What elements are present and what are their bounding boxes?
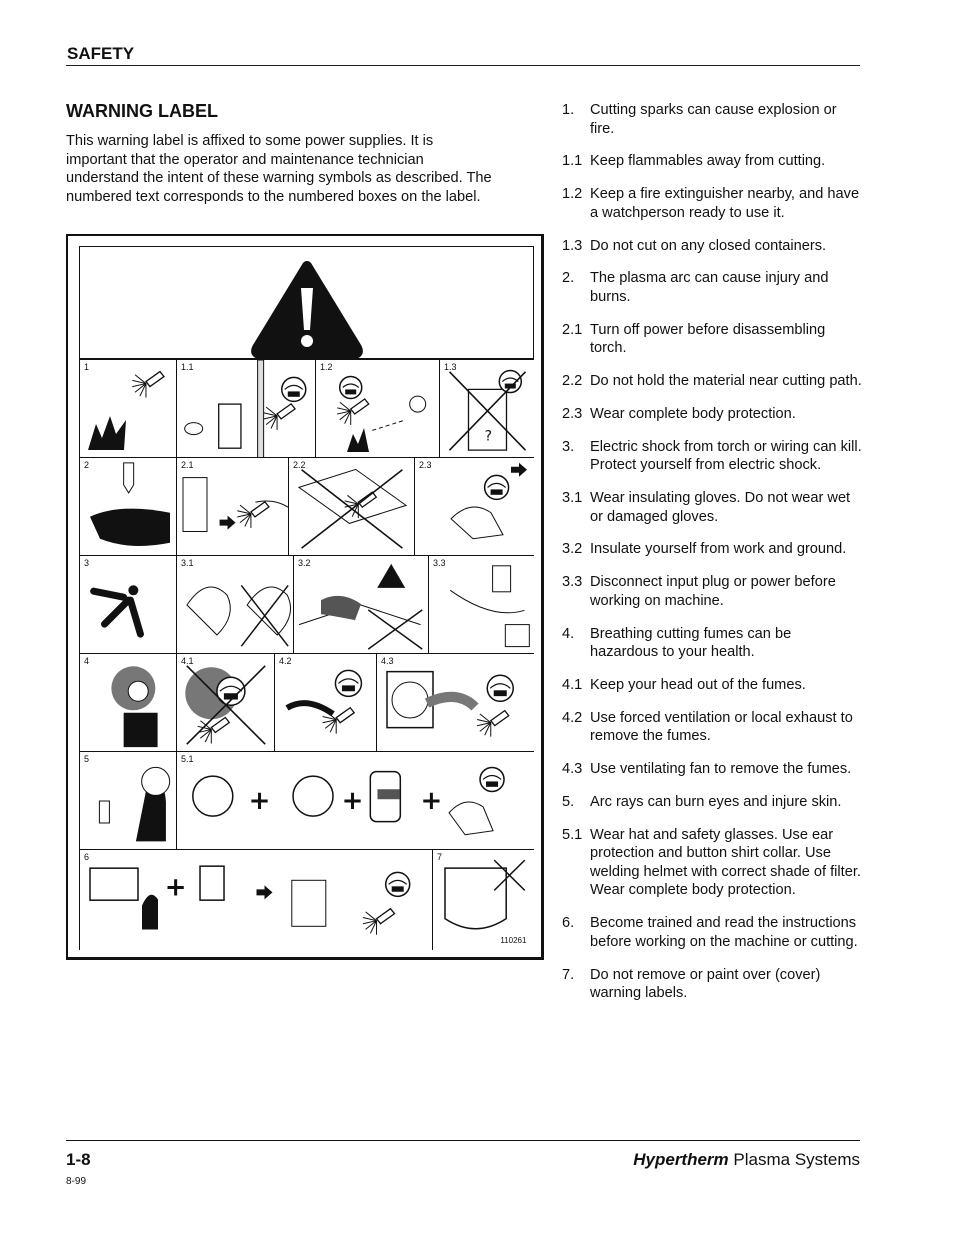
label-cell-1-2 <box>315 359 439 457</box>
label-cell-6 <box>79 849 432 950</box>
warning-item-number: 4. <box>562 625 575 642</box>
pictogram-icon <box>80 360 176 457</box>
warning-item-text: Wear insulating gloves. Do not wear wet or damaged gloves. <box>590 490 851 525</box>
warning-item-text: Do not hold the material near cutting path. <box>590 373 862 390</box>
warning-item-text: Keep flammables away from cutting. <box>590 153 826 170</box>
label-cell-2-3 <box>414 457 534 555</box>
label-cell-2-1 <box>176 457 288 555</box>
warning-item <box>562 489 862 526</box>
warning-item-number: 1.2 <box>562 186 583 203</box>
product-name: Plasma Systems <box>733 1150 860 1169</box>
warning-item-text: Do not cut on any closed containers. <box>590 237 827 254</box>
header-rule <box>66 65 860 66</box>
warning-item <box>562 152 862 171</box>
label-cell-7 <box>432 849 534 950</box>
warning-item <box>562 709 862 746</box>
warning-item-number: 1.1 <box>562 153 583 170</box>
warning-item <box>562 269 862 306</box>
warning-item <box>562 793 862 812</box>
pictogram-icon <box>377 654 534 751</box>
pictogram-icon <box>177 458 288 555</box>
warning-item-number: 3. <box>562 438 575 455</box>
pictogram-icon <box>177 752 534 849</box>
label-cell-number: 1.3 <box>444 362 457 372</box>
label-cell-number: 3.1 <box>181 558 194 568</box>
warning-item-text: Breathing cutting fumes can be hazardous to your health. <box>590 625 792 661</box>
warning-item-text: Wear hat and safety glasses. Use ear protection and button shirt collar. Use welding helmet with correct shade of filter. Wear complete body protection. <box>590 826 861 899</box>
pictogram-icon <box>316 360 439 457</box>
label-cell-2-2 <box>288 457 414 555</box>
label-cell-1 <box>79 359 176 457</box>
label-cell-number: 2.2 <box>293 460 306 470</box>
warning-item-text: Cutting sparks can cause explosion or fire. <box>590 102 837 137</box>
warning-item <box>562 405 862 424</box>
label-cell-number: 3.3 <box>433 558 446 568</box>
warning-item-number: 4.2 <box>562 709 583 726</box>
intro-paragraph: This warning label is affixed to some power supplies. It is important that the operator and maintenance technician understand the intent of these warning symbols as described. The numbered text corresponds to the numbered boxes on the label. <box>66 133 492 205</box>
label-cell-number: 2.1 <box>181 460 194 470</box>
label-cell-5-1 <box>176 751 534 849</box>
warning-item-list <box>562 101 862 1017</box>
label-cell-number: 3 <box>84 558 90 568</box>
label-cell-number: 6 <box>84 852 90 862</box>
warning-item-number: 5.1 <box>562 826 583 843</box>
brand-name: Hypertherm <box>633 1150 729 1169</box>
warning-item-text: Turn off power before disassembling torch. <box>590 321 826 357</box>
pictogram-icon <box>80 556 176 653</box>
pictogram-icon <box>177 556 293 653</box>
warning-item <box>562 676 862 695</box>
pictogram-icon <box>80 458 176 555</box>
pictogram-icon <box>294 556 428 653</box>
pictogram-icon <box>275 654 376 751</box>
warning-item-number: 3.3 <box>562 574 583 591</box>
pictogram-icon <box>440 360 534 457</box>
label-cell-3-3 <box>428 555 534 653</box>
question-mark: ? <box>484 428 493 445</box>
pictogram-icon <box>429 556 534 653</box>
warning-item-text: Arc rays can burn eyes and injure skin. <box>590 793 842 810</box>
warning-item-text: Become trained and read the instructions before working on the machine or cutting. <box>590 915 858 950</box>
warning-item <box>562 966 862 1003</box>
label-cell-number: 4.2 <box>279 656 292 666</box>
label-cell-4-2 <box>274 653 376 751</box>
pictogram-icon <box>433 850 534 950</box>
label-cell-4-3 <box>376 653 534 751</box>
warning-item-number: 2.2 <box>562 373 583 390</box>
label-cell-number: 1 <box>84 362 90 372</box>
label-cell-number: 4.1 <box>181 656 194 666</box>
warning-triangle-panel <box>79 246 534 359</box>
warning-item <box>562 321 862 358</box>
warning-triangle-icon <box>79 246 534 359</box>
warning-item-text: Do not remove or paint over (cover) warning labels. <box>590 966 821 1002</box>
label-cell-3 <box>79 555 176 653</box>
warning-item <box>562 826 862 900</box>
warning-item-number: 4.3 <box>562 761 583 778</box>
warning-item-number: 4.1 <box>562 676 583 693</box>
warning-item <box>562 914 862 951</box>
warning-item-number: 3.2 <box>562 541 583 558</box>
warning-item <box>562 372 862 391</box>
label-cell-number: 2 <box>84 460 90 470</box>
date-code: 8-99 <box>66 1176 87 1187</box>
warning-item-text: Disconnect input plug or power before working on machine. <box>590 574 836 609</box>
warning-item <box>562 540 862 559</box>
plus-sign: + <box>164 872 187 903</box>
label-cell-number: 3.2 <box>298 558 311 568</box>
label-cell-1-3 <box>439 359 534 457</box>
label-cell-number: 5.1 <box>181 754 194 764</box>
warning-item-number: 1.3 <box>562 237 583 254</box>
pictogram-icon <box>80 752 176 849</box>
label-cell-3-2 <box>293 555 428 653</box>
warning-item-number: 2.1 <box>562 321 583 338</box>
section-title: WARNING LABEL <box>66 101 218 121</box>
label-cell-number: 4 <box>84 656 90 666</box>
plus-sign: + <box>248 785 271 816</box>
warning-item-number: 5. <box>562 793 575 810</box>
warning-item-number: 2.3 <box>562 405 583 422</box>
warning-item-text: Insulate yourself from work and ground. <box>590 541 847 558</box>
plus-sign: + <box>420 785 443 816</box>
warning-item <box>562 101 862 138</box>
label-cell-4-1 <box>176 653 274 751</box>
warning-item-text: Keep your head out of the fumes. <box>590 676 806 693</box>
warning-item-text: Keep a fire extinguisher nearby, and have a watchperson ready to use it. <box>590 186 860 221</box>
page-number: 1-8 <box>66 1150 91 1169</box>
warning-item-text: Wear complete body protection. <box>590 405 796 422</box>
pictogram-icon <box>177 360 315 457</box>
warning-item <box>562 625 862 662</box>
pictogram-icon <box>289 458 414 555</box>
warning-item-text: Use ventilating fan to remove the fumes. <box>590 761 852 778</box>
pictogram-icon <box>177 654 274 751</box>
label-cell-2 <box>79 457 176 555</box>
stock-number: 110261 <box>500 936 527 945</box>
brand <box>633 1150 860 1170</box>
pictogram-icon <box>80 850 432 950</box>
label-cell-number: 7 <box>437 852 443 862</box>
label-cell-4 <box>79 653 176 751</box>
pictogram-icon <box>415 458 534 555</box>
warning-item <box>562 237 862 256</box>
warning-item-number: 6. <box>562 915 575 932</box>
label-cell-5 <box>79 751 176 849</box>
pictogram-icon <box>80 654 176 751</box>
label-cell-number: 4.3 <box>381 656 394 666</box>
warning-item <box>562 573 862 610</box>
footer-rule <box>66 1140 860 1141</box>
label-cell-number: 2.3 <box>419 460 432 470</box>
warning-item <box>562 185 862 222</box>
warning-item-number: 1. <box>562 102 575 118</box>
warning-item-number: 7. <box>562 966 575 983</box>
plus-sign: + <box>341 785 364 816</box>
label-cell-number: 1.1 <box>181 362 194 372</box>
warning-item-number: 3.1 <box>562 490 583 506</box>
warning-item-number: 2. <box>562 270 575 287</box>
warning-item-text: Use forced ventilation or local exhaust to remove the fumes. <box>590 709 853 745</box>
label-cell-number: 1.2 <box>320 362 333 372</box>
header-title: SAFETY <box>67 44 135 63</box>
label-cell-3-1 <box>176 555 293 653</box>
label-cell-number: 5 <box>84 754 90 764</box>
warning-item <box>562 760 862 779</box>
warning-item-text: The plasma arc can cause injury and burns. <box>590 270 829 305</box>
warning-item-text: Electric shock from torch or wiring can kill. Protect yourself from electric shock. <box>590 438 862 474</box>
label-cell-1-1 <box>176 359 315 457</box>
warning-item <box>562 438 862 475</box>
